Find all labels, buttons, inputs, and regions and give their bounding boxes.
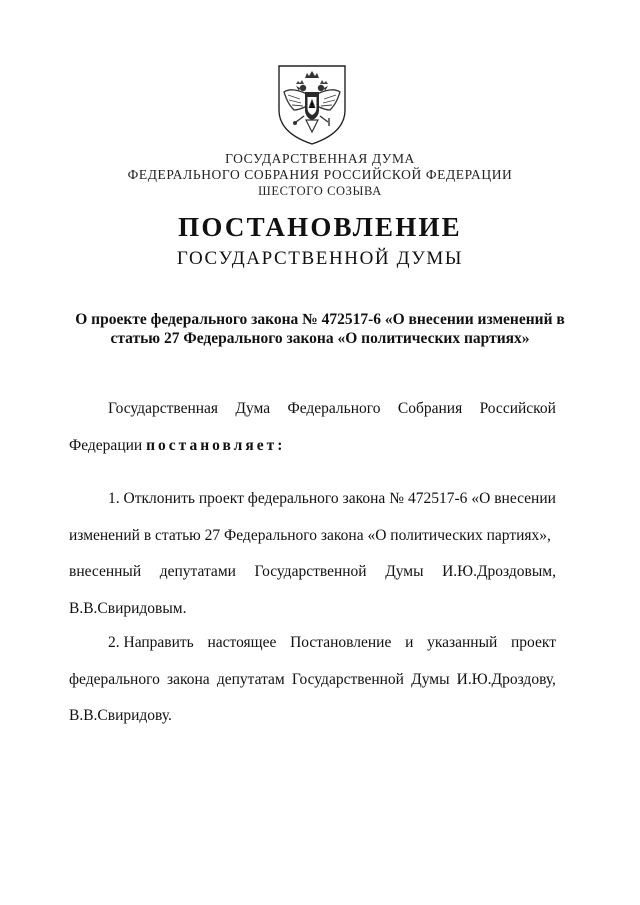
word: проект <box>511 634 556 651</box>
word: 472517-6 <box>407 490 468 507</box>
word: и <box>405 634 414 651</box>
word: «О <box>471 490 491 507</box>
word: закона <box>166 671 210 688</box>
word: И.Ю.Дроздовым, <box>442 563 556 580</box>
org-line-3: ШЕСТОГО СОЗЫВА <box>258 184 382 198</box>
word: 2. Направить <box>108 634 194 651</box>
word: Собрания <box>397 400 463 417</box>
preamble-line-1 <box>108 400 556 418</box>
word: Российской <box>479 400 556 417</box>
word: Государственной <box>291 671 404 688</box>
item2-line-2 <box>69 671 556 689</box>
word: указанный <box>427 634 498 651</box>
word: проект <box>198 490 244 507</box>
preamble-text: Федерации <box>69 437 143 454</box>
word: депутатами <box>159 563 236 580</box>
word: федерального <box>247 490 339 507</box>
org-line-2: ФЕДЕРАЛЬНОГО СОБРАНИЯ РОССИЙСКОЙ ФЕДЕРАЦИИ <box>127 167 513 182</box>
word: Государственная <box>108 400 219 417</box>
word: Дума <box>235 400 271 417</box>
word: Федерального <box>287 400 381 417</box>
resolution-verb: постановляет: <box>146 437 286 454</box>
preamble-line-2 <box>69 437 285 455</box>
document-issuer-title: ГОСУДАРСТВЕННОЙ ДУМЫ <box>176 248 464 269</box>
item1-line-2: изменений в статью 27 Федерального закона «О политических партиях», <box>69 527 551 544</box>
item1-line-4: В.В.Свиридовым. <box>69 600 187 617</box>
item2-line-1 <box>108 634 556 652</box>
word: настоящее <box>207 634 277 651</box>
item2-line-3: В.В.Свиридову. <box>69 707 172 724</box>
word: Государственной <box>254 563 367 580</box>
word: внесенный <box>69 563 142 580</box>
word: внесении <box>494 490 556 507</box>
word: № <box>389 490 404 507</box>
word: закона <box>342 490 386 507</box>
word: 1. Отклонить <box>108 490 195 507</box>
word: Думы <box>385 563 424 580</box>
subject-line-1: О проекте федерального закона № 472517-6 «О внесении изменений в <box>75 311 565 328</box>
org-line-1: ГОСУДАРСТВЕННАЯ ДУМА <box>225 151 415 166</box>
item1-line-1 <box>108 490 556 508</box>
word: Постановление <box>290 634 392 651</box>
word: депутатам <box>216 671 285 688</box>
word: Думы <box>411 671 450 688</box>
document-type-title: ПОСТАНОВЛЕНИЕ <box>178 212 462 242</box>
subject-line-2: статью 27 Федерального закона «О политических партиях» <box>110 330 530 347</box>
word: И.Ю.Дроздову, <box>456 671 556 688</box>
coat-of-arms-icon <box>276 64 348 146</box>
item1-line-3 <box>69 563 556 581</box>
word: федерального <box>69 671 160 688</box>
